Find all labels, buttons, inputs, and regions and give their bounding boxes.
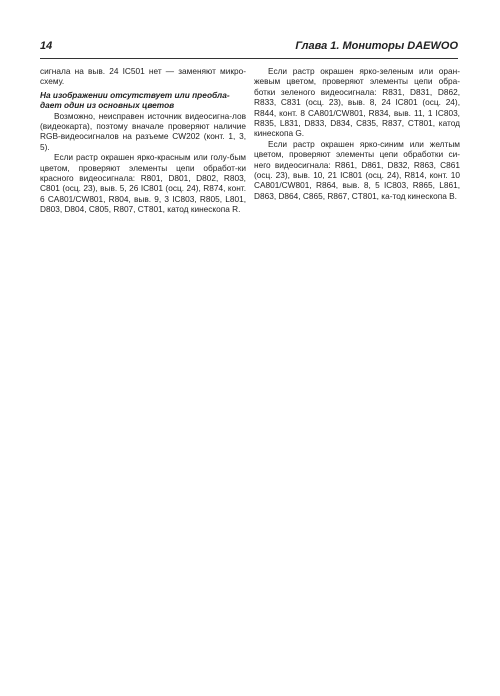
page-header — [40, 40, 458, 52]
paragraph: Если растр окрашен ярко-красным или голу-бым цветом, проверяют элементы цепи обработ-ки красного видеосигнала: R801, D801, D802, R803, C801 (осц. 23), выв. 5, 26 IC801 (осц. 24), R874, конт. 6 CA801/CW801, R804, выв. 9, 3 IC803, R805, L801, D803, D804, C805, R807, CT801, катод кинескопа R. — [40, 152, 246, 215]
page-number: 14 — [40, 40, 53, 52]
paragraph: Если растр окрашен ярко-синим или желтым цветом, проверяют элементы цепи обработки си-него видеосигнала: R861, D861, D832, R863, C861 (осц. 23), выв. 10, 21 IC801 (осц. 24), R814, конт. 10 CA801/CW801, R864, выв. 8, 5 IC803, R865, L861, D863, D864, C865, R867, CT801, ка-тод кинескопа B. — [254, 138, 460, 201]
left-column — [40, 66, 246, 215]
paragraph: сигнала на выв. 24 IC501 нет — заменяют микро-схему. — [40, 66, 246, 87]
header-rule — [40, 58, 458, 59]
paragraph: Возможно, неисправен источник видеосигна-лов (видеокарта), поэтому вначале проверяют наличие RGB-видеосигналов на разъеме CW202 (конт. 1, 3, 5). — [40, 110, 246, 152]
section-heading: На изображении отсутствует или преобла-дает один из основных цветов — [40, 89, 230, 111]
paragraph: Если растр окрашен ярко-зеленым или оран-жевым цветом, проверяют элементы цепи обра-ботки зеленого видеосигнала: R831, D831, D862, R833, C831 (осц. 23), выв. 8, 24 IC801 (осц. 24), R844, конт. 8 CA801/CW801, R834, выв. 11, 1 IC803, R835, L831, D833, D834, C835, R837, CT801, катод кинескопа G. — [254, 66, 460, 139]
right-column — [254, 66, 460, 201]
chapter-title: Глава 1. Мониторы DAEWOO — [295, 40, 458, 52]
